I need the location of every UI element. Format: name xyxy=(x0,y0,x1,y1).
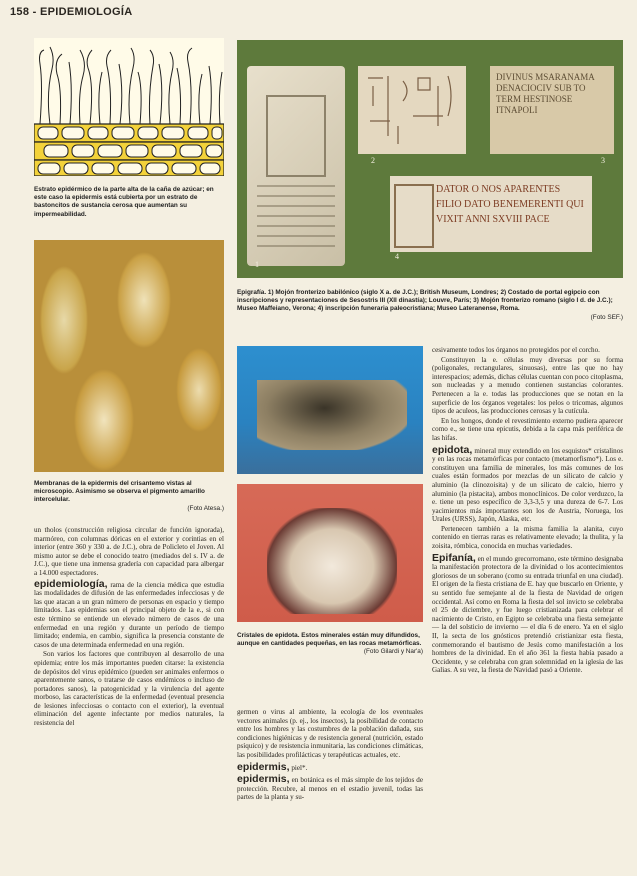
figure-label-2: 2 xyxy=(371,156,375,165)
figure-label-1: 1 xyxy=(255,260,259,269)
term-epidota: epidota, xyxy=(432,443,473,456)
caption-membranas-text: Membranas de la epidermis del crisantemo vistas al microscopio. Asimismo se observa el pigmento amarillo intercelular. xyxy=(34,480,205,504)
epigraphy-plate xyxy=(237,40,623,278)
babylonian-boundary-stone xyxy=(247,66,345,266)
hieroglyph-marks xyxy=(358,66,466,154)
figure-label-3: 3 xyxy=(601,156,605,165)
col2-paragraph-1: germen o virus al ambiente, la ecología de los eventuales vectores animales (p. ej., los insectos), la posibilidad de contacto entre los hombres y las costumbres de la población dañada, sus condiciones higiénicas y de resistencia general (nutrición, estado psíquico) y de resistencia inmunitaria, las condiciones climáticas, las posibilidades profilácticas y terapéuticas actuales, etc. xyxy=(237,708,423,759)
epidemiologia-def: rama de la ciencia médica que estudia las modalidades de difusión de las enfermedades infecciosas y de las que atacan a un gran número de personas en espacio y tiempo limitados. Las epidemias son el principal objeto de la e., si con este término se entiende un elevado número de casos de una enfermedad en una región y durante un período de tiempo limitado; endemia, en cambio, significa la presencia constante de casos de una determinada enfermedad en una región. xyxy=(34,580,224,649)
epidermis-entry xyxy=(237,775,423,802)
term-epifania: Epifanía, xyxy=(432,551,476,564)
sugarcane-epidermis-illustration xyxy=(34,38,224,176)
caption-cristales-text: Cristales de epidota. Estos minerales están muy difundidos, aunque en cantidades pequeñas, en las rocas metamórficas. xyxy=(237,632,422,648)
epidemiologia-entry xyxy=(34,577,224,650)
caption-cristales-source: (Foto Gilardi y Nar'a) xyxy=(363,648,423,656)
col3-paragraph-1: cesivamente todos los órganos no protegidos por el corcho. xyxy=(432,346,600,354)
epidota-def: mineral muy extendido en los esquistos* cristalinos y en las rocas metamórficas por contacto (metamorfismo*). Los e. constituyen una familia de minerales, los más comunes de los cuales están formados por mezclas de un silicato de calcio y aluminio (la clinozoisita) y de un silicato de calcio, hierro y aluminio (la pistacita), ambos monoclínicos. De color verduzco, la e. tiene un peso específico de 3,3-3,5 y una dureza de 6-7. Los yacimientos más importantes son los de Austria, Noruega, los Urales (URSS), Japón, Alaska, etc. xyxy=(432,446,623,524)
caption-membranas-source: (Foto Atesa.) xyxy=(187,504,224,512)
column-1 xyxy=(34,526,224,729)
roman-boundary-stone xyxy=(490,66,614,154)
epidermis-def: en botánica es el más simple de los tejidos de protección. Recubre, al menos en el estadio juvenil, todas las partes de la planta y su- xyxy=(237,776,423,802)
caption-cristales xyxy=(237,632,423,657)
chrysanthemum-microscope-photo xyxy=(34,240,224,472)
col3-paragraph-3: En los hongos, donde el revestimiento externo pudiera aparecer como e., se tiene una epicutis, debida a la capa más periférica de las hifas. xyxy=(432,416,623,442)
cuneiform-marks xyxy=(247,66,345,266)
caption-estrato: Estrato epidérmico de la parte alta de la caña de azúcar; en este caso la epidermis está cubierta por un estrato de bastoncitos de sustancia cerosa que aumentan su impermeabilidad. xyxy=(34,186,214,218)
egyptian-portal-relief xyxy=(358,66,466,154)
col3-paragraph-5: Pertenecen también a la misma familia la alanita, cuyo contenido en tierras raras es relativamente elevado; la thulita, y la zoisita, rómbica, conocida en muchas variedades. xyxy=(432,524,623,551)
term-epidemiologia: epidemiología, xyxy=(34,577,108,590)
term-epidermis-2: epidermis, xyxy=(237,773,290,786)
page-header xyxy=(10,6,132,18)
figure-label-4: 4 xyxy=(395,252,399,261)
page-number: 158 xyxy=(10,6,30,18)
epifania-def: en el mundo grecorromano, este término designaba la manifestación protectora de la divinidad o los acontecimientos gloriosos de un soberano (como su entrada triunfal en una ciudad). El origen de la fiesta cristiana de E. hay que buscarlo en Oriente, y su sentido fue semejante al de la fiesta de Navidad de origen occidental. Así como en Roma la fiesta del sol invicto se celebraba el 25 de diciembre, y fue luego cristianizada para celebrar el nacimiento de Cristo, en Egipto se celebraba una fiesta semejante — la del solsticio de invierno — el día 6 de enero. Ya en el siglo II, la secta de los gnósticos pretendió cristianizar esta fiesta, conmemorando el bautismo de Jesús como manifestación a los hombres de la divinidad. En el año 361 la fiesta había pasado a Occidente, y se celebraba con gran solemnidad en la iglesia de las Galias. A su vez, la fiesta de Navidad pasó a Oriente. xyxy=(432,554,623,675)
epifania-entry xyxy=(432,551,623,675)
christian-inscription-text: DATOR O NOS APARENTES FILIO DATO BENEMERENTI QUI VIXIT ANNI SXVIII PACE xyxy=(436,184,584,225)
epidota-photo-2 xyxy=(237,484,423,622)
col1-paragraph-2: Son varios los factores que contribuyen al desarrollo de una epidemia; entre los más importantes pueden citarse: la existencia de depósitos del virus epidémico (pueden ser animales enfermos o aparentemente sanos, o tratarse de casos endémicos o incluso de portadores sanos), la patogenicidad y la virulencia del agente morboso, las características de la enfermedad (eventual presencia de lesiones infecciosas o contacto con el exterior), la eventual eliminación del agente infectante por medios naturales, la resistencia del xyxy=(34,650,224,728)
epidota-photo-1 xyxy=(237,346,423,474)
epidermis-drawing xyxy=(34,38,224,176)
epidota-entry xyxy=(432,443,623,524)
epidermis-ref-entry xyxy=(237,760,423,773)
header-separator: - xyxy=(32,6,37,18)
paleochristian-inscription xyxy=(390,176,592,252)
epidermis-ref: piel*. xyxy=(291,763,308,772)
caption-epigrafia-source: (Foto SEF.) xyxy=(590,313,623,321)
roman-inscription: DIVINUS MSARANAMA DENACIOCIV SUB TO TERM HESTINOSE ITNAPOLI xyxy=(496,72,595,115)
christian-figure xyxy=(394,184,434,248)
col3-paragraph-2: Constituyen la e. células muy diversas por su forma (poligonales, rectangulares, sinuosas), entre las que no hay interespacios; además, dichas células cuentan con poco citoplasma, son nucleadas y a menudo contienen sustancias colorantes. Pertenecen a la e. todas las producciones que se notan en la superficie de los órganos vegetales: los pelos o tricomas, algunos tipos de aculeos, las producciones cerosas y la cutícula. xyxy=(432,355,623,416)
term-epidermis-1: epidermis, xyxy=(237,760,290,773)
caption-membranas xyxy=(34,480,224,513)
column-3 xyxy=(432,346,623,676)
section-title: EPIDEMIOLOGÍA xyxy=(39,6,133,18)
caption-epigrafia xyxy=(237,289,623,322)
col1-intro: un tholos (construcción religiosa circular de función ignorada), marmóreo, con columnas dóricas en el exterior y corintias en el interior (entre 360 y 330 a. de J.C.), obra de Policleto el Joven. Al mismo autor se debe el conocido teatro (mediados del s. IV a. de J.C.), que tiene una inmensa gradería con capacidad para albergar a 14.000 espectadores. xyxy=(34,526,224,577)
caption-epigrafia-text: Epigrafía. 1) Mojón fronterizo babilónico (siglo X a. de J.C.); British Museum, Londres; 2) Costado de portal egipcio con inscripciones y representaciones de Sesostris III (XII dinastía); Louvre, París; 3) Mojón fronterizo romano (siglo I d. de J.C.); Museo Maffeiano, Verona; 4) inscripción funeraria paleocristiana; Museo Lateranense, Roma. xyxy=(237,289,613,313)
column-2 xyxy=(237,708,423,803)
mineral-rock-1 xyxy=(257,380,407,450)
mineral-crystal-2 xyxy=(267,508,397,614)
